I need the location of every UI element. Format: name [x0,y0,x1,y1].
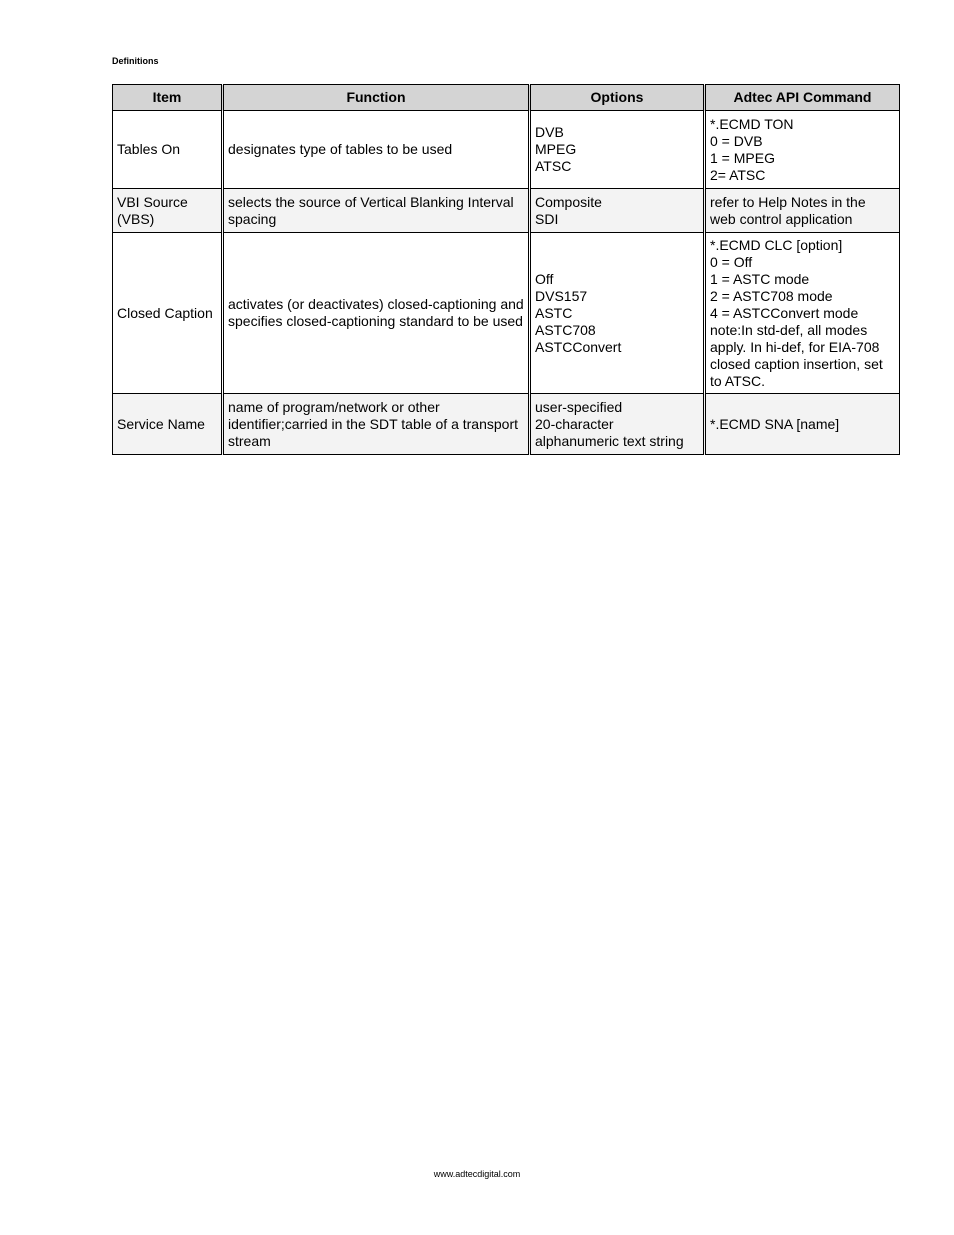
cell-command: *.ECMD CLC [option] 0 = Off 1 = ASTC mode 2 = ASTC708 mode 4 = ASTCConvert mode note:In std-def, all modes apply. In hi-def, for EIA-708 closed caption insertion, set to ATSC. [705,233,900,394]
cell-function: name of program/network or other identifier;carried in the SDT table of a transport stream [223,394,530,455]
definitions-table [112,84,900,455]
cell-function: selects the source of Vertical Blanking Interval spacing [223,189,530,233]
footer-url: www.adtecdigital.com [433,1169,521,1179]
cell-command: *.ECMD SNA [name] [705,394,900,455]
cell-item: Service Name [113,394,223,455]
cell-options: user-specified 20-character alphanumeric text string [530,394,705,455]
cell-item: VBI Source (VBS) [113,189,223,233]
cell-command: *.ECMD TON 0 = DVB 1 = MPEG 2= ATSC [705,111,900,189]
cell-options: Off DVS157 ASTC ASTC708 ASTCConvert [530,233,705,394]
table-row [113,394,900,455]
table-row [113,189,900,233]
header-command: Adtec API Command [705,85,900,111]
header-item: Item [113,85,223,111]
cell-function: designates type of tables to be used [223,111,530,189]
table-row [113,233,900,394]
cell-options: Composite SDI [530,189,705,233]
table-header-row [113,85,900,111]
cell-options: DVB MPEG ATSC [530,111,705,189]
cell-item: Tables On [113,111,223,189]
cell-command: refer to Help Notes in the web control application [705,189,900,233]
header-function: Function [223,85,530,111]
table-row [113,111,900,189]
cell-function: activates (or deactivates) closed-captioning and specifies closed-captioning standard to be used [223,233,530,394]
cell-item: Closed Caption [113,233,223,394]
header-options: Options [530,85,705,111]
section-title: Definitions [112,56,159,66]
